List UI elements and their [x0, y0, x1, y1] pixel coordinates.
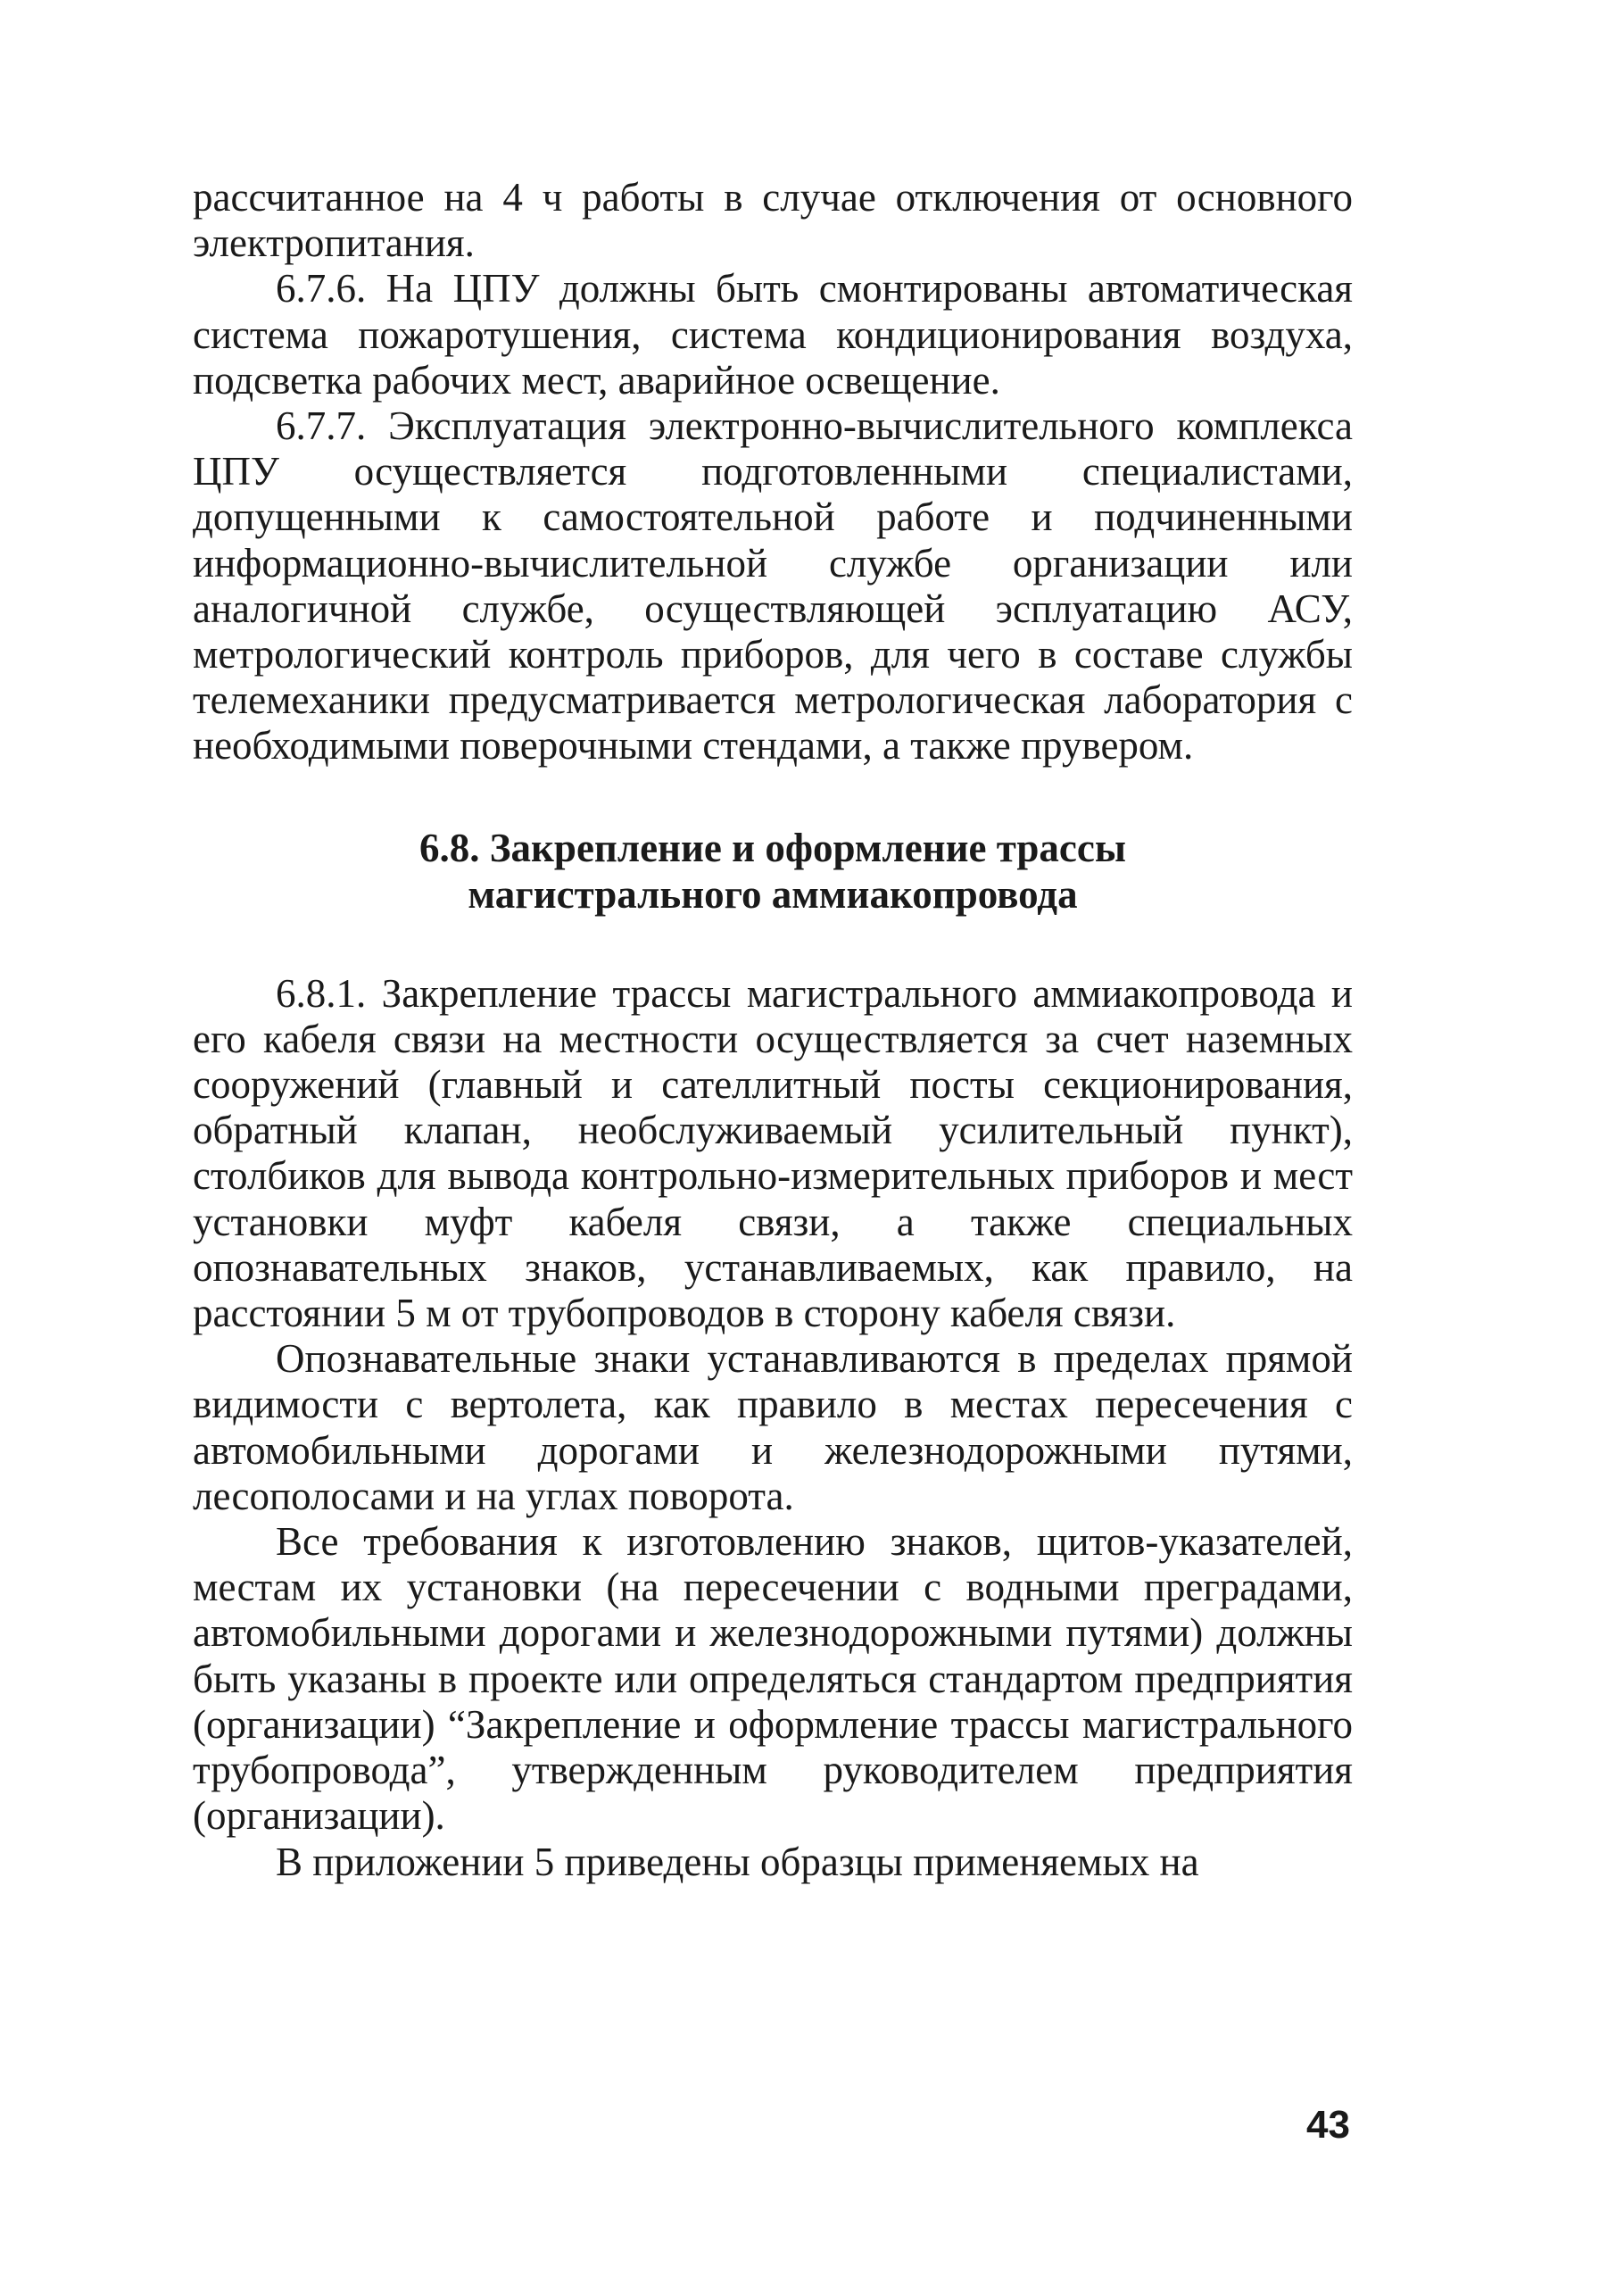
paragraph-requirements: Все требования к изготовлению знаков, щитов-указателей, местам их установки (на пересечении с водными преградами, автомобильными дорогами и железнодорожными путями) должны быть указаны в проекте или определяться стандартом предприятия (организации) “Закрепление и оформление трассы магистрального трубопровода”, утвержденным руководителем предприятия (организации). — [193, 1519, 1353, 1839]
paragraph-continuation: рассчитанное на 4 ч работы в случае отключения от основного электропитания. — [193, 175, 1353, 266]
paragraph-appendix: В приложении 5 приведены образцы применяемых на — [276, 1839, 1199, 1884]
section-heading-line-2: магистрального аммиакопровода — [468, 871, 1078, 917]
paragraph-6-8-1: 6.8.1. Закрепление трассы магистрального аммиакопровода и его кабеля связи на местности осуществляется за счет наземных сооружений (главный и сателлитный посты секционирования, обратный клапан, необслуживаемый усилительный пункт), столбиков для вывода контрольно-измерительных приборов и мест установки муфт кабеля связи, а также специальных опознавательных знаков, устанавливаемых, как правило, на расстоянии 5 м от трубопроводов в сторону кабеля связи. — [193, 970, 1353, 1336]
paragraph-signs: Опознавательные знаки устанавливаются в пределах прямой видимости с вертолета, как правило в местах пересечения с автомобильными дорогами и железнодорожными путями, лесополосами и на углах поворота. — [193, 1336, 1353, 1518]
section-heading-line-1: 6.8. Закрепление и оформление трассы — [418, 825, 1127, 870]
paragraph-6-7-6: 6.7.6. На ЦПУ должны быть смонтированы автоматическая система пожаротушения, система кондиционирования воздуха, подсветка рабочих мест, аварийное освещение. — [193, 266, 1353, 403]
section-heading — [193, 825, 1353, 918]
page-body — [193, 175, 1353, 1885]
paragraph-6-7-7: 6.7.7. Эксплуатация электронно-вычислительного комплекса ЦПУ осуществляется подготовленными специалистами, допущенными к самостоятельной работе и подчиненными информационно-вычислительной службе организации или аналогичной службе, осуществляющей эсплуатацию АСУ, метрологический контроль приборов, для чего в составе службы телемеханики предусматривается метрологическая лаборатория с необходимыми поверочными стендами, а также прувером. — [193, 403, 1353, 768]
page-number: 43 — [1306, 2103, 1350, 2147]
